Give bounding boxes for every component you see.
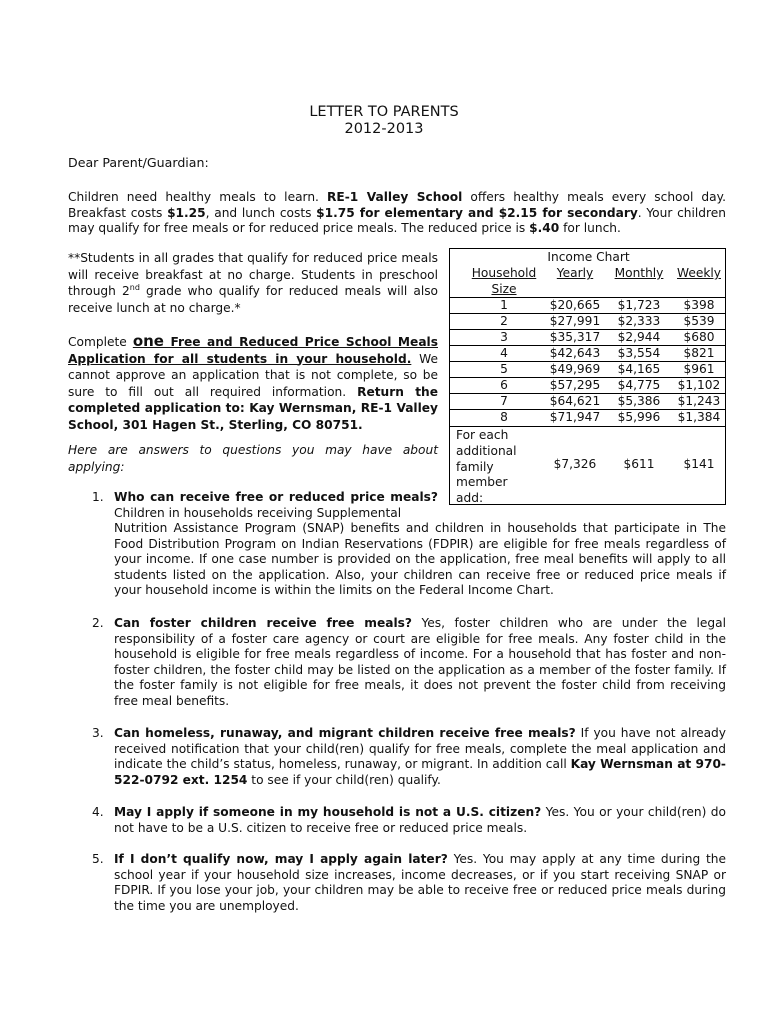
superscript: nd <box>129 282 140 292</box>
cell-size: 4 <box>500 346 508 360</box>
question-2 <box>114 616 726 710</box>
table-row <box>450 361 725 377</box>
school-name: RE-1 Valley School <box>327 190 463 204</box>
cell-monthly: $1,723 <box>617 298 661 312</box>
additional-yearly: $7,326 <box>553 457 597 471</box>
students-note-text: grade who qualify for reduced meals will also receive lunch at no charge.* <box>68 284 439 315</box>
additional-weekly: $141 <box>683 457 715 471</box>
cell-monthly: $5,996 <box>617 410 661 424</box>
cell-weekly: $398 <box>683 298 715 312</box>
table-row <box>450 393 725 409</box>
question-4-heading: May I apply if someone in my household is not a U.S. citizen? <box>114 805 542 819</box>
table-row <box>450 377 725 393</box>
question-5 <box>114 852 726 914</box>
header-household-size: Household Size <box>471 266 537 296</box>
complete-text: Complete <box>68 335 133 349</box>
cell-weekly: $539 <box>683 314 715 328</box>
question-1-heading: Who can receive free or reduced price meals? <box>114 490 438 504</box>
question-3 <box>114 726 726 788</box>
cell-weekly: $680 <box>683 330 715 344</box>
question-2-heading: Can foster children receive free meals? <box>114 616 412 630</box>
complete-text: We cannot approve an application that is not complete, so be sure to fill out all required information. <box>68 351 438 399</box>
question-5-heading: If I don’t qualify now, may I apply again later? <box>114 852 448 866</box>
answers-intro: Here are answers to questions you may have about applying: <box>68 443 438 474</box>
breakfast-price: $1.25 <box>167 205 206 220</box>
cell-weekly: $1,384 <box>677 410 721 424</box>
cell-yearly: $57,295 <box>549 378 601 392</box>
question-3-answer: If you have not already received notification that your child(ren) qualify for free meals, complete the meal application and indicate the child’s status, homeless, runaway, or migrant. In addition call <box>114 726 727 772</box>
salutation: Dear Parent/Guardian: <box>68 155 209 170</box>
cell-monthly: $4,775 <box>617 378 661 392</box>
cell-size: 2 <box>500 314 508 328</box>
intro-text: for lunch. <box>559 221 621 236</box>
table-row <box>450 345 725 361</box>
cell-yearly: $71,947 <box>549 410 601 424</box>
intro-text: , and lunch costs <box>205 205 317 220</box>
table-row <box>450 409 725 425</box>
table-row <box>450 297 725 313</box>
question-number: 1. <box>92 490 104 504</box>
income-chart <box>449 248 726 505</box>
cell-size: 3 <box>500 330 508 344</box>
reduced-price: $.40 <box>529 221 560 236</box>
intro-paragraph <box>68 190 726 237</box>
question-5-answer: Yes. You may apply at any time during the school year if your household size increases, income decreases, or if you start receiving SNAP or FDPIR. If you lose your job, your children may be able to receive free or reduced price meals during the time you are unemployed. <box>114 852 726 913</box>
students-note-text: **Students in all grades that qualify for reduced price meals will receive breakfast at no charge. Students in preschool through 2 <box>68 251 438 298</box>
table-row <box>450 313 725 329</box>
cell-size: 7 <box>500 394 508 408</box>
income-chart-title: Income Chart <box>547 250 630 264</box>
question-1-first-line <box>114 490 438 521</box>
cell-weekly: $1,102 <box>677 378 721 392</box>
return-address: Return the completed application to: Kay Wernsman, RE-1 Valley School, 301 Hagen St., Sterling, CO 80751. <box>68 384 438 432</box>
cell-size: 5 <box>500 362 508 376</box>
cell-size: 8 <box>500 410 508 424</box>
lunch-price: $1.75 for elementary and $2.15 for secondary <box>316 205 638 220</box>
students-note <box>68 250 438 316</box>
cell-size: 6 <box>500 378 508 392</box>
cell-weekly: $1,243 <box>677 394 721 408</box>
cell-monthly: $2,944 <box>617 330 661 344</box>
question-2-answer: Yes, foster children who are under the legal responsibility of a foster care agency or court are eligible for free meals. Any foster child in the household is eligible for free meals regardless of income. For a household that has foster and non-foster children, the foster child may be listed on the application as a member of the foster family. If the foster family is not eligible for free meals, it does not prevent the foster child from receiving free meal benefits. <box>114 616 726 708</box>
question-1-answer: Children in households receiving Supplemental <box>114 505 402 520</box>
question-1-answer-continued: Nutrition Assistance Program (SNAP) benefits and children in households that participate in The Food Distribution Program on Indian Reservations (FDPIR) are eligible for free meals regardless of your income. If one case number is provided on the application, free meal benefits will apply to all students listed on the application. Also, your children can receive free or reduced price meals if your household income is within the limits on the Federal Income Chart. <box>114 521 726 598</box>
question-3-answer: to see if your child(ren) qualify. <box>247 772 441 787</box>
contact-info: Kay Wernsman at 970-522-0792 ext. 1254 <box>114 757 726 787</box>
cell-yearly: $64,621 <box>549 394 601 408</box>
cell-monthly: $5,386 <box>617 394 661 408</box>
header-weekly: Weekly <box>677 266 721 280</box>
cell-yearly: $20,665 <box>549 298 601 312</box>
cell-yearly: $27,991 <box>549 314 601 328</box>
cell-monthly: $4,165 <box>617 362 661 376</box>
cell-weekly: $821 <box>683 346 715 360</box>
complete-paragraph <box>68 333 438 433</box>
cell-yearly: $42,643 <box>549 346 601 360</box>
letter-title: LETTER TO PARENTS <box>309 104 459 120</box>
header-monthly: Monthly <box>614 266 664 280</box>
cell-size: 1 <box>500 298 508 312</box>
additional-member-row <box>450 426 725 505</box>
intro-text: . Your children may qualify for free meals or for reduced price meals. The reduced price is <box>68 205 726 236</box>
question-4 <box>114 805 726 836</box>
question-number: 5. <box>92 852 104 866</box>
intro-text: offers healthy meals every school day. Breakfast costs <box>68 190 726 220</box>
question-number: 4. <box>92 805 104 819</box>
additional-member-label: For each additional family member add: <box>456 428 517 506</box>
emphasis-one: one <box>132 332 164 350</box>
question-number: 2. <box>92 616 104 630</box>
question-number: 3. <box>92 726 104 740</box>
question-3-heading: Can homeless, runaway, and migrant children receive free meals? <box>114 726 576 740</box>
cell-yearly: $49,969 <box>549 362 601 376</box>
application-instruction: Free and Reduced Price School Meals Application for all students in your household. <box>68 335 438 366</box>
cell-monthly: $3,554 <box>617 346 661 360</box>
letter-year: 2012-2013 <box>344 121 424 137</box>
cell-weekly: $961 <box>683 362 715 376</box>
intro-text: Children need healthy meals to learn. <box>68 190 328 204</box>
header-yearly: Yearly <box>556 266 594 280</box>
additional-monthly: $611 <box>623 457 655 471</box>
question-4-answer: Yes. You or your child(ren) do not have to be a U.S. citizen to receive free or reduced price meals. <box>114 805 726 835</box>
table-row <box>450 329 725 345</box>
cell-monthly: $2,333 <box>617 314 661 328</box>
cell-yearly: $35,317 <box>549 330 601 344</box>
